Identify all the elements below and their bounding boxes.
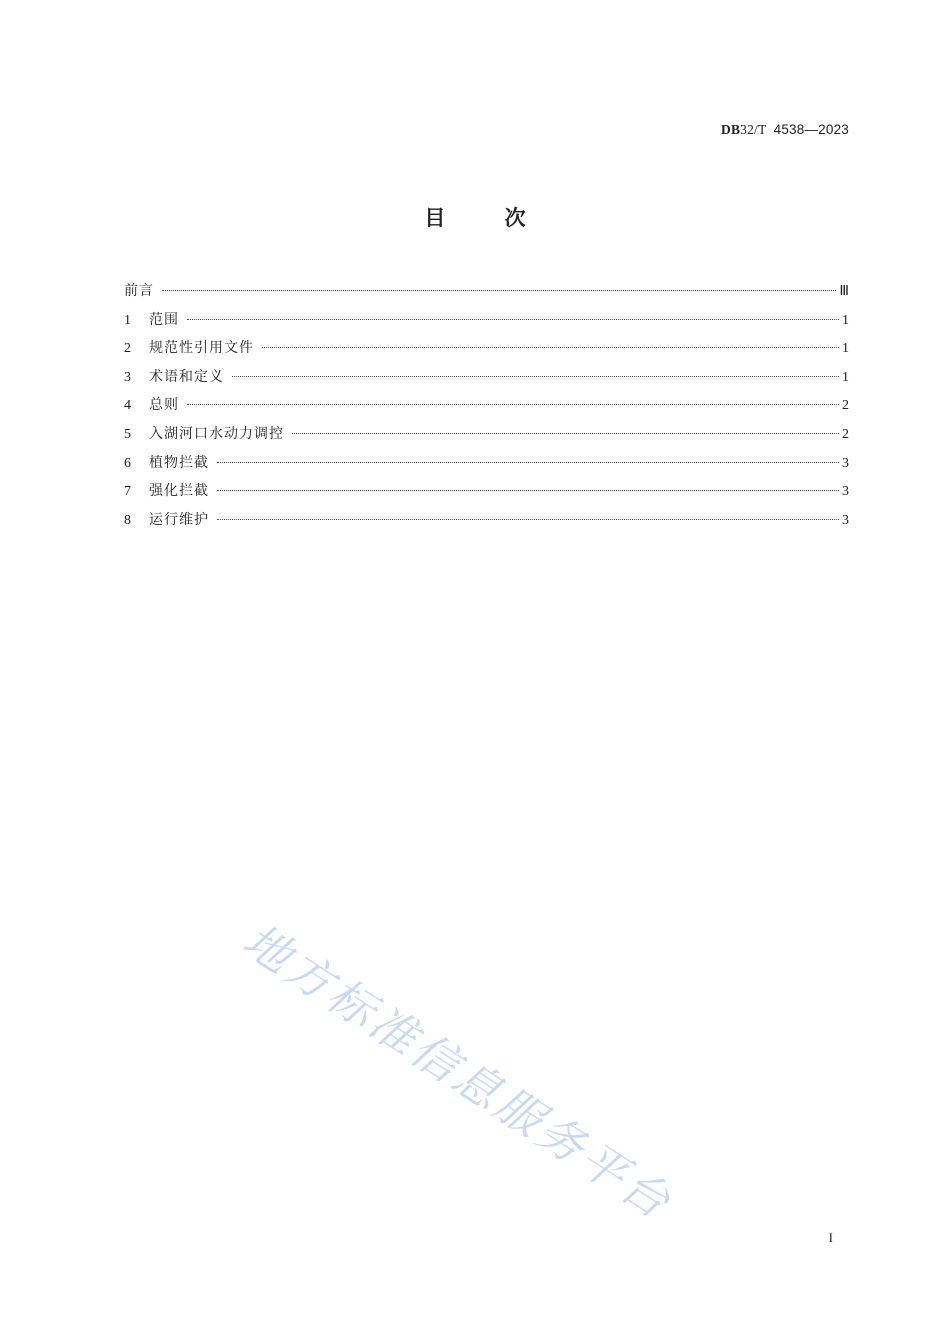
toc-leader-dots <box>162 290 836 291</box>
toc-leader-dots <box>217 519 839 520</box>
toc-entry-page: 3 <box>842 512 849 528</box>
toc-leader-dots <box>187 319 839 320</box>
toc-entry-number: 3 <box>124 369 131 385</box>
toc-entry-page: 1 <box>842 312 849 328</box>
toc-entry-number: 5 <box>124 426 131 442</box>
toc-entry-label: 总则 <box>149 397 179 414</box>
toc-entry-page: 3 <box>842 484 849 500</box>
toc-entry-number: 8 <box>124 512 131 528</box>
standard-code-prefix: DB <box>721 122 741 137</box>
toc-entry-1[interactable] <box>124 309 849 338</box>
toc-entry-page: Ⅲ <box>839 284 849 299</box>
toc-entry-page: 2 <box>842 398 849 414</box>
toc-entry-number: 2 <box>124 341 131 357</box>
toc-entry-label: 运行维护 <box>149 511 209 528</box>
standard-code <box>721 122 849 138</box>
toc-entry-number: 7 <box>124 484 131 500</box>
toc-entry-number: 6 <box>124 455 131 471</box>
toc-entry-3[interactable] <box>124 366 849 395</box>
toc-entry-label: 规范性引用文件 <box>149 340 254 357</box>
toc-entry-label: 范围 <box>149 311 179 328</box>
standard-code-number: 4538—2023 <box>773 122 849 137</box>
toc-entry-page: 2 <box>842 426 849 442</box>
toc-leader-dots <box>232 376 839 377</box>
toc-leader-dots <box>262 347 839 348</box>
toc-entry-label: 入湖河口水动力调控 <box>149 425 284 442</box>
toc-entry-label: 植物拦截 <box>149 454 209 471</box>
toc-leader-dots <box>217 462 839 463</box>
toc-entry-5[interactable] <box>124 423 849 452</box>
toc-entry-page: 1 <box>842 341 849 357</box>
toc-entry-label: 强化拦截 <box>149 483 209 500</box>
toc-leader-dots <box>292 433 839 434</box>
table-of-contents <box>124 280 849 537</box>
page-title: 目 次 <box>424 206 552 230</box>
toc-entry-7[interactable] <box>124 480 849 509</box>
toc-entry-foreword[interactable] <box>124 280 849 309</box>
toc-leader-dots <box>217 490 839 491</box>
toc-entry-label: 术语和定义 <box>149 368 224 385</box>
toc-entry-page: 3 <box>842 455 849 471</box>
toc-entry-page: 1 <box>842 369 849 385</box>
toc-entry-number: 1 <box>124 312 131 328</box>
toc-entry-6[interactable] <box>124 452 849 481</box>
toc-entry-4[interactable] <box>124 394 849 423</box>
watermark: 地方标准信息服务平台 <box>233 912 683 1231</box>
toc-entry-number: 4 <box>124 398 131 414</box>
toc-entry-2[interactable] <box>124 337 849 366</box>
toc-leader-dots <box>187 404 839 405</box>
standard-code-series: 32/T <box>740 122 767 137</box>
toc-entry-8[interactable] <box>124 509 849 538</box>
toc-entry-label: 前言 <box>124 283 154 299</box>
page-number: I <box>828 1230 833 1245</box>
